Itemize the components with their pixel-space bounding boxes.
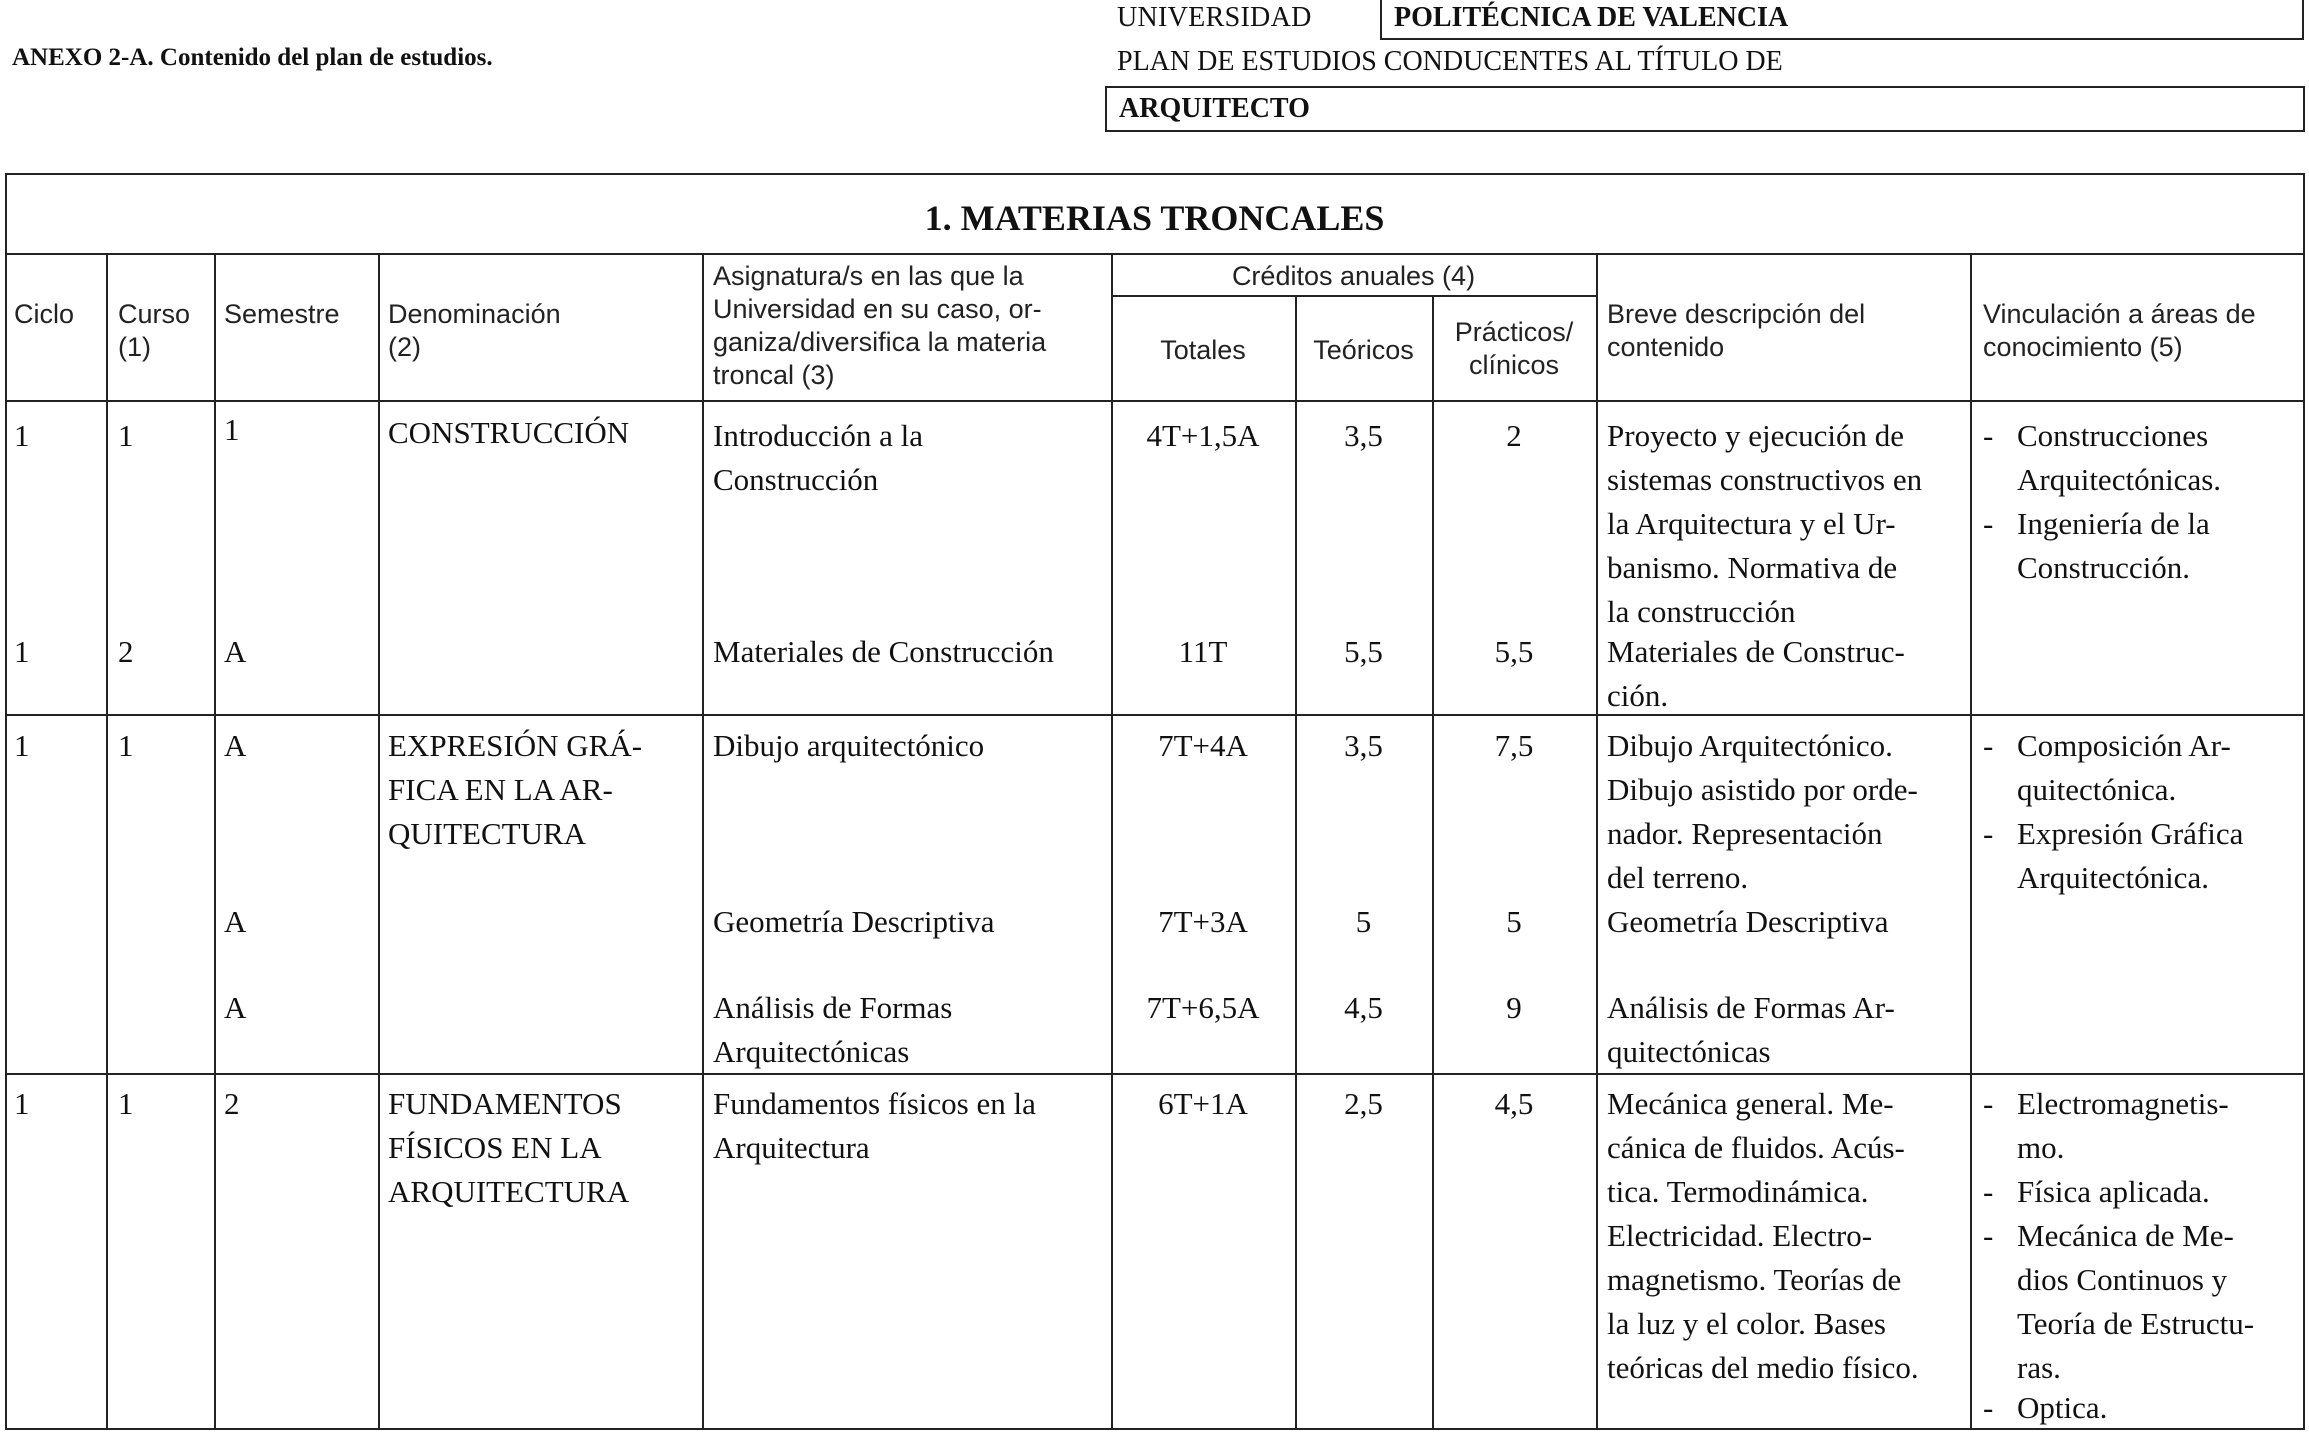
cell-totales: 11T: [1178, 634, 1228, 669]
area-item: - Mecánica de Me- dios Continuos y Teoría de Estructu- ras.: [1983, 1214, 2254, 1390]
cell-descripcion: Materiales de Construc- ción.: [1607, 634, 1905, 713]
col-header-practicos: Prácticos/ clínicos: [1454, 317, 1574, 380]
cell-ciclo: 1: [14, 634, 30, 669]
cell-descripcion: Dibujo Arquitectónico. Dibujo asistido por orde- nador. Representación del terreno.: [1607, 728, 1918, 895]
area-item: - Optica.: [1983, 1386, 2107, 1430]
col-header-curso: Curso (1): [118, 299, 191, 362]
cell-totales: 7T+3A: [1158, 904, 1248, 939]
cell-curso: 1: [118, 1086, 134, 1121]
col-header-ciclo: Ciclo: [14, 299, 75, 329]
cell-practicos: 7,5: [1494, 728, 1534, 763]
cell-denominacion: EXPRESIÓN GRÁ- FICA EN LA AR- QUITECTURA: [388, 728, 643, 851]
cell-ciclo: 1: [14, 1086, 30, 1121]
cell-teoricos: 4,5: [1344, 990, 1383, 1025]
cell-denominacion: CONSTRUCCIÓN: [388, 415, 630, 450]
cell-asignatura: Análisis de Formas Arquitectónicas: [713, 990, 953, 1069]
cell-descripcion: Análisis de Formas Ar- quitectónicas: [1607, 990, 1895, 1069]
university-label: UNIVERSIDAD: [1117, 2, 1312, 33]
cell-descripcion: Proyecto y ejecución de sistemas constructivos en la Arquitectura y el Ur- banismo. Normativa de la construcción: [1607, 418, 1923, 629]
cell-denominacion: FUNDAMENTOS FÍSICOS EN LA ARQUITECTURA: [388, 1086, 630, 1209]
col-header-denominacion: Denominación (2): [388, 299, 561, 362]
grid-line: [106, 253, 108, 1430]
degree-title: ARQUITECTO: [1105, 86, 2305, 132]
cell-practicos: 4,5: [1494, 1086, 1534, 1121]
area-item: - Construcciones Arquitectónicas.: [1983, 414, 2221, 502]
grid-line: [214, 253, 216, 1430]
area-item: - Electromagnetis- mo.: [1983, 1082, 2229, 1170]
grid-line: [5, 253, 2305, 255]
area-text: Mecánica de Me- dios Continuos y Teoría de Estructu- ras.: [2017, 1218, 2255, 1385]
col-header-descripcion: Breve descripción del contenido: [1607, 299, 1866, 362]
cell-ciclo: 1: [14, 418, 30, 453]
plan-label: PLAN DE ESTUDIOS CONDUCENTES AL TÍTULO DE: [1117, 46, 1783, 77]
area-item: - Física aplicada.: [1983, 1170, 2210, 1214]
col-header-creditos: Créditos anuales (4): [1231, 261, 1476, 291]
col-header-vinculacion: Vinculación a áreas de conocimiento (5): [1983, 299, 2256, 362]
annex-title: ANEXO 2-A. Contenido del plan de estudios.: [12, 44, 493, 71]
cell-curso: 1: [118, 418, 134, 453]
cell-semestre: 2: [224, 1086, 240, 1121]
cell-asignatura: Materiales de Construcción: [713, 634, 1054, 669]
section-title: 1. MATERIAS TRONCALES: [924, 198, 1385, 238]
cell-asignatura: Dibujo arquitectónico: [713, 728, 985, 763]
area-text: Construcciones Arquitectónicas.: [2017, 418, 2222, 497]
col-header-semestre: Semestre: [224, 299, 340, 329]
col-header-totales: Totales: [1160, 335, 1246, 365]
cell-totales: 7T+4A: [1158, 728, 1248, 763]
grid-line: [5, 1073, 2305, 1075]
cell-practicos: 5,5: [1494, 634, 1534, 669]
area-item: - Composición Ar- quitectónica.: [1983, 724, 2231, 812]
cell-semestre: A: [224, 990, 247, 1025]
cell-teoricos: 5,5: [1344, 634, 1383, 669]
cell-practicos: 9: [1506, 990, 1522, 1025]
university-name: POLITÉCNICA DE VALENCIA: [1380, 0, 2304, 40]
cell-curso: 2: [118, 634, 134, 669]
cell-totales: 4T+1,5A: [1146, 418, 1260, 453]
cell-asignatura: Fundamentos físicos en la Arquitectura: [713, 1086, 1036, 1165]
cell-practicos: 5: [1506, 904, 1522, 939]
grid-line: [5, 400, 2305, 402]
cell-semestre: 1: [224, 412, 240, 447]
area-text: Expresión Gráfica Arquitectónica.: [2017, 816, 2244, 895]
col-header-asignatura: Asignatura/s en las que la Universidad en su caso, or- ganiza/diversifica la materia troncal (3): [713, 261, 1047, 390]
area-text: Ingeniería de la Construcción.: [2017, 506, 2210, 585]
area-text: Electromagnetis- mo.: [2017, 1086, 2229, 1165]
area-item: - Ingeniería de la Construcción.: [1983, 502, 2210, 590]
cell-teoricos: 2,5: [1344, 1086, 1383, 1121]
grid-line: [378, 253, 380, 1430]
cell-totales: 6T+1A: [1158, 1086, 1248, 1121]
cell-descripcion: Geometría Descriptiva: [1607, 904, 1889, 939]
cell-semestre: A: [224, 904, 247, 939]
cell-asignatura: Geometría Descriptiva: [713, 904, 995, 939]
col-header-teoricos: Teóricos: [1313, 335, 1414, 365]
cell-practicos: 2: [1506, 418, 1522, 453]
cell-semestre: A: [224, 634, 247, 669]
area-item: - Expresión Gráfica Arquitectónica.: [1983, 812, 2243, 900]
area-text: Física aplicada.: [2017, 1174, 2210, 1209]
grid-line: [1111, 295, 1596, 297]
grid-line: [1295, 295, 1297, 1430]
area-text: Optica.: [2017, 1390, 2108, 1425]
grid-line: [5, 714, 2305, 716]
cell-teoricos: 5: [1355, 904, 1372, 939]
cell-teoricos: 3,5: [1344, 728, 1383, 763]
area-text: Composición Ar- quitectónica.: [2017, 728, 2231, 807]
cell-semestre: A: [224, 728, 247, 763]
cell-descripcion: Mecánica general. Me- cánica de fluidos. Acús- tica. Termodinámica. Electricidad. Electro- magnetismo. Teorías de la luz y el color. Bases teóricas del medio físico.: [1607, 1086, 1919, 1385]
cell-totales: 7T+6,5A: [1146, 990, 1260, 1025]
cell-ciclo: 1: [14, 728, 30, 763]
cell-asignatura: Introducción a la Construcción: [713, 418, 924, 497]
grid-line: [1596, 253, 1598, 1430]
grid-line: [702, 253, 704, 1430]
cell-teoricos: 3,5: [1344, 418, 1383, 453]
cell-curso: 1: [118, 728, 134, 763]
grid-line: [1970, 253, 1972, 1430]
grid-line: [1432, 295, 1434, 1430]
